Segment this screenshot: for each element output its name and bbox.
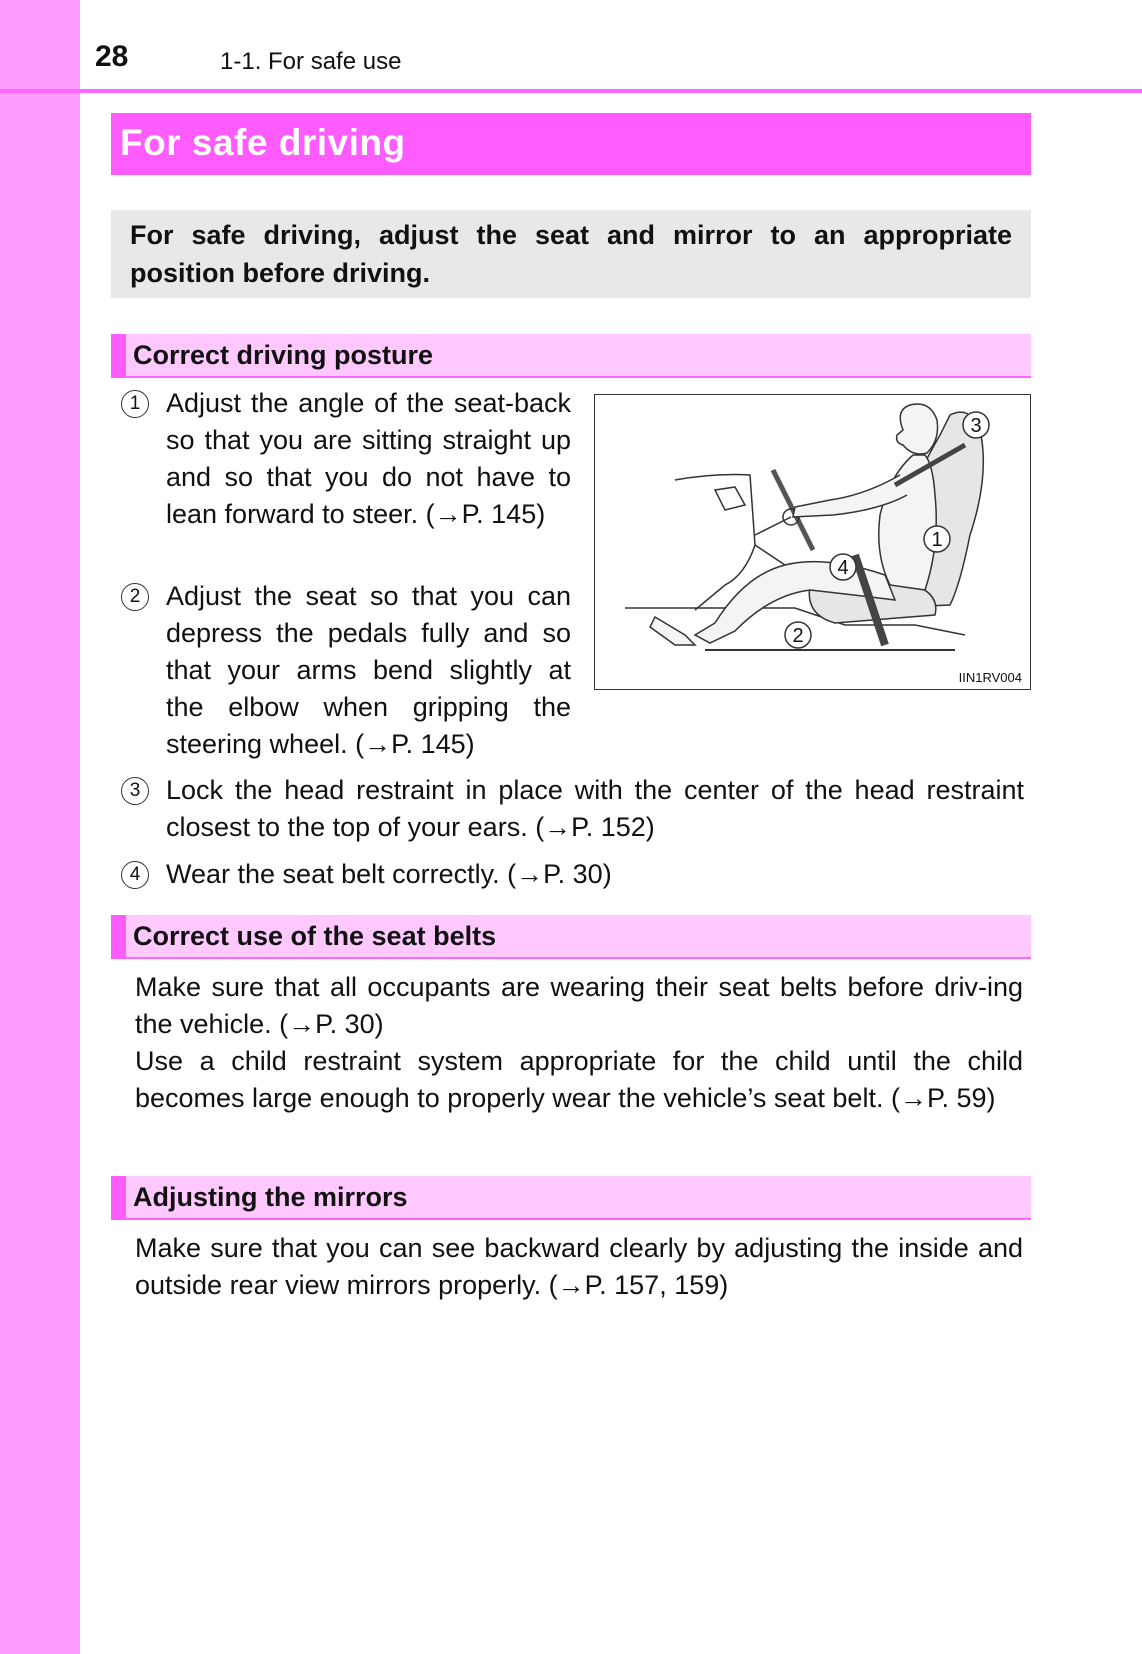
item-number-2: 2 xyxy=(121,583,149,611)
seat-belts-paragraph-1: Make sure that all occupants are wearing their seat belts before driv-ing the vehicle. (→P. 30) xyxy=(135,972,1023,1039)
mirrors-paragraph: Make sure that you can see backward clearly by adjusting the inside and outside rear view mirrors properly. (→P. 157, 159) xyxy=(135,1233,1023,1300)
running-header: 1-1. For safe use xyxy=(220,48,402,75)
callout-2: 2 xyxy=(792,625,804,647)
page-number: 28 xyxy=(95,40,129,73)
section-heading: Adjusting the mirrors xyxy=(133,1182,408,1212)
section-header-seat-belts xyxy=(111,915,1031,959)
page-title: For safe driving xyxy=(120,122,406,163)
intro-box xyxy=(111,210,1031,298)
title-banner xyxy=(111,113,1031,175)
callout-3: 3 xyxy=(970,415,982,437)
posture-item-4: Wear the seat belt correctly. (→P. 30) xyxy=(166,859,612,889)
section-header-mirrors xyxy=(111,1176,1031,1220)
driver-illustration xyxy=(595,395,1032,691)
section-heading: Correct driving posture xyxy=(133,340,434,370)
posture-item-2: Adjust the seat so that you can depress the pedals fully and so that your arms bend slightly at the elbow when gripping the steering wheel. (→P. 145) xyxy=(166,581,571,759)
section-header-posture xyxy=(111,334,1031,378)
item-number-3: 3 xyxy=(121,777,149,805)
seat-belts-paragraph-2: Use a child restraint system appropriate for the child until the child becomes large enough to properly wear the vehicle’s seat belt. (→P. 59) xyxy=(135,1046,1023,1113)
header-rule xyxy=(0,89,1142,93)
posture-item-1: Adjust the angle of the seat-back so that you are sitting straight up and so that you do not have to lean forward to steer. (→P. 145) xyxy=(166,388,571,529)
driving-posture-figure xyxy=(594,394,1031,690)
intro-text: For safe driving, adjust the seat and mirror to an appropriate position before driving. xyxy=(130,220,1012,288)
item-number-1: 1 xyxy=(121,390,149,418)
figure-code: IIN1RV004 xyxy=(958,670,1022,685)
item-number-4: 4 xyxy=(121,861,149,889)
section-heading: Correct use of the seat belts xyxy=(133,921,497,951)
callout-1: 1 xyxy=(931,529,943,551)
side-color-bar xyxy=(0,0,80,1654)
posture-item-3: Lock the head restraint in place with the center of the head restraint closest to the top of your ears. (→P. 152) xyxy=(166,775,1024,842)
callout-4: 4 xyxy=(837,557,849,579)
